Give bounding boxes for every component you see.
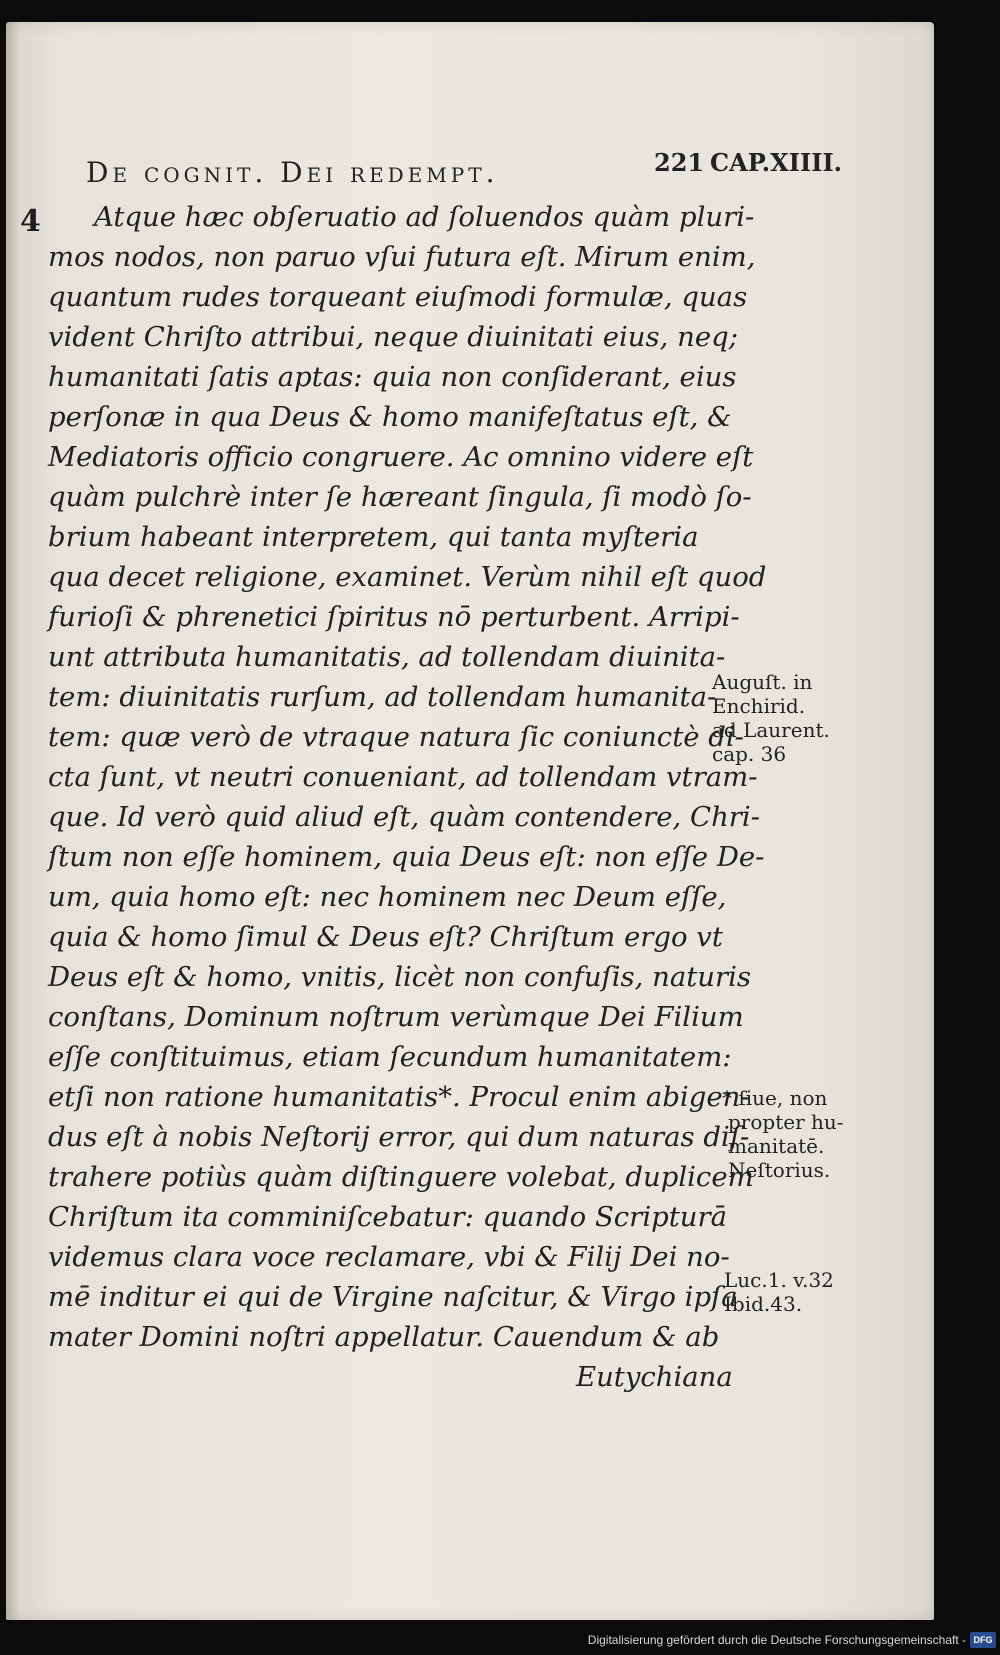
text-line: videmus clara voce reclamare, vbi & Filij Dei no- xyxy=(48,1241,730,1273)
text-line: que. Id verò quid aliud eſt, quàm contendere, Chri- xyxy=(48,801,761,833)
text-line: quia & homo ſimul & Deus eſt? Chriſtum ergo vt xyxy=(48,921,723,953)
text-line: quantum rudes torqueant eiuſmodi formulæ, quas xyxy=(48,281,748,313)
text-line: qua decet religione, examinet. Verùm nihil eſt quod xyxy=(48,561,767,593)
margin-note-luke: Luc.1. v.32 xyxy=(724,1268,834,1292)
margin-note-siue: manitatē. xyxy=(728,1134,825,1158)
page-number: 221 xyxy=(654,148,705,177)
text-line: vident Chriſto attribui, neque diuinitati eius, neq; xyxy=(48,321,738,353)
margin-note-augustine: ad Laurent. xyxy=(712,718,830,742)
running-head-title: De cognit. Dei redempt. xyxy=(86,156,499,189)
margin-note-augustine: Auguſt. in xyxy=(712,670,813,694)
text-line: humanitati ſatis aptas: quia non conſiderant, eius xyxy=(48,361,737,393)
text-line: Deus eſt & homo, vnitis, licèt non confuſis, naturis xyxy=(48,961,752,993)
text-line: Chriſtum ita comminiſcebatur: quando Scripturā xyxy=(48,1201,728,1233)
margin-note-augustine: Enchirid. xyxy=(712,694,806,718)
text-line: Eutychiana xyxy=(576,1361,733,1393)
text-line: mater Domini noſtri appellatur. Cauendum & ab xyxy=(48,1321,720,1353)
text-line: quàm pulchrè inter ſe hæreant ſingula, ſi modò ſo- xyxy=(48,481,752,513)
text-line: brium habeant interpretem, qui tanta myſteria xyxy=(48,521,699,553)
text-line: eſſe conſtituimus, etiam ſecundum humanitatem: xyxy=(48,1041,732,1073)
text-line: furioſi & phrenetici ſpiritus nō perturbent. Arripi- xyxy=(48,601,740,633)
text-line: etſi non ratione humanitatis*. Procul enim abigen- xyxy=(48,1081,750,1113)
margin-note-siue: propter hu- xyxy=(728,1110,844,1134)
book-page xyxy=(6,22,934,1620)
text-line: unt attributa humanitatis, ad tollendam diuinita- xyxy=(48,641,726,673)
text-line: cta ſunt, vt neutri conueniant, ad tollendam vtram- xyxy=(48,761,758,793)
text-line: Atque hæc obſeruatio ad ſoluendos quàm pluri- xyxy=(94,201,755,233)
text-line: conſtans, Dominum noſtrum verùmque Dei Filium xyxy=(48,1001,744,1033)
text-line: trahere potiùs quàm diſtinguere volebat, duplicem xyxy=(48,1161,754,1193)
text-line: Mediatoris officio congruere. Ac omnino videre eſt xyxy=(48,441,754,473)
footer-bar xyxy=(0,1626,1000,1655)
text-line: mos nodos, non paruo vſui futura eſt. Mirum enim, xyxy=(48,241,756,273)
text-line: dus eſt à nobis Neſtorij error, qui dum naturas diſ- xyxy=(48,1121,750,1153)
running-head xyxy=(76,134,876,189)
text-line: tem: quæ verò de vtraque natura ſic coniunctè di- xyxy=(48,721,744,753)
margin-note-siue: * ſiue, non xyxy=(722,1086,828,1110)
text-line: ſtum non eſſe hominem, quia Deus eſt: non eſſe De- xyxy=(48,841,765,873)
funding-credit: Digitalisierung gefördert durch die Deutsche Forschungsgemeinschaft - xyxy=(587,1633,966,1647)
text-line: perſonæ in qua Deus & homo manifeſtatus eſt, & xyxy=(48,401,732,433)
section-marker: 4 xyxy=(20,204,41,239)
margin-note-siue: Neſtorius. xyxy=(728,1158,831,1182)
margin-note-luke: Ibid.43. xyxy=(724,1292,803,1316)
margin-note-augustine: cap. 36 xyxy=(712,742,787,766)
text-line: mē inditur ei qui de Virgine naſcitur, & Virgo ipſa xyxy=(48,1281,738,1313)
chapter-label: CAP.XIIII. xyxy=(710,148,843,177)
dfg-logo: DFG xyxy=(970,1632,996,1648)
text-line: um, quia homo eſt: nec hominem nec Deum eſſe, xyxy=(48,881,727,913)
text-line: tem: diuinitatis rurſum, ad tollendam humanita- xyxy=(48,681,717,713)
